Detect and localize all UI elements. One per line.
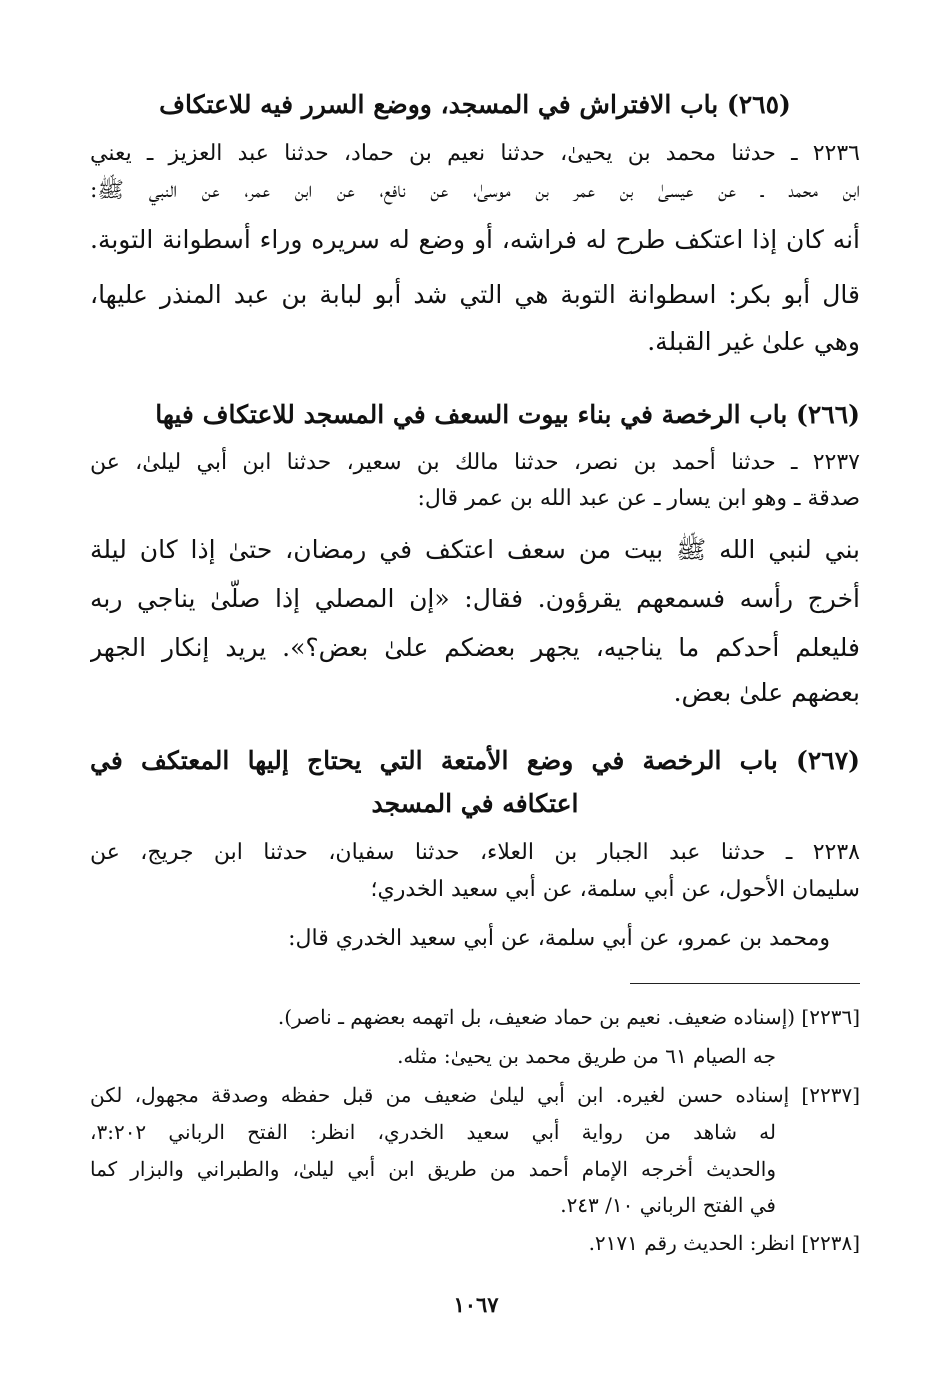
hadith-2237-text-line-3: فليعلم أحدكم ما يناجيه، يجهر بعضكم علىٰ بعض؟». يريد إنكار الجهر [90, 633, 860, 662]
chapter-heading-266: (٢٦٦) باب الرخصة في بناء بيوت السعف في المسجد للاعتكاف فيها [155, 400, 860, 429]
footnote-2237-line-4: في الفتح الرباني ١٠/ ٢٤٣. [560, 1193, 776, 1217]
hadith-2237-text-line-2: أخرج رأسه فسمعهم يقرؤون. فقال: «إن المصلي إذا صلّىٰ يناجي ربه [90, 584, 860, 613]
hadith-2236-isnad-line-2: ابن محمد ـ عن عيسىٰ بن عمر بن موسىٰ، عن نافع، عن ابن عمر، عن النبي ﷺ: [90, 178, 860, 203]
hadith-2236-comment-line-2: وهي علىٰ غير القبلة. [647, 327, 860, 356]
footnote-2237-line-3: والحديث أخرجه الإمام أحمد من طريق ابن أبي ليلىٰ، والطبراني والبزار كما [90, 1157, 776, 1181]
footnote-2236-line-2: جه الصيام ٦١ من طريق محمد بن يحيىٰ: مثله. [397, 1044, 776, 1068]
hadith-2236-comment-line-1: قال أبو بكر: اسطوانة التوبة هي التي شد أبو لبابة بن عبد المنذر عليها، [90, 280, 860, 309]
footnote-2238-line-1: [٢٢٣٨] انظر: الحديث رقم ٢١٧١. [588, 1231, 860, 1255]
hadith-2236-isnad-line-1: ٢٢٣٦ ـ حدثنا محمد بن يحيىٰ، حدثنا نعيم بن حماد، حدثنا عبد العزيز ـ يعني [90, 141, 860, 166]
hadith-2237-isnad-line-1: ٢٢٣٧ ـ حدثنا أحمد بن نصر، حدثنا مالك بن سعير، حدثنا ابن أبي ليلىٰ، عن [90, 450, 860, 475]
footnote-2237-line-1: [٢٢٣٧] إسناده حسن لغيره. ابن أبي ليلىٰ ضعيف من قبل حفظه وصدقة مجهول، لكن [90, 1083, 860, 1107]
page-number: ١٠٦٧ [453, 1292, 499, 1317]
hadith-2238-isnad-line-1: ٢٢٣٨ ـ حدثنا عبد الجبار بن العلاء، حدثنا سفيان، حدثنا ابن جريج، عن [90, 840, 860, 865]
footnote-2236-line-1: [٢٢٣٦] (إسناده ضعيف. نعيم بن حماد ضعيف، بل اتهمه بعضهم ـ ناصر). [277, 1005, 860, 1029]
hadith-2237-text-line-4: بعضهم علىٰ بعض. [673, 678, 860, 707]
chapter-heading-267-line-2: اعتكافه في المسجد [371, 789, 579, 818]
chapter-heading-265: (٢٦٥) باب الافتراش في المسجد، ووضع السرر فيه للاعتكاف [159, 90, 791, 119]
hadith-2237-text-line-1: بني لنبي الله ﷺ بيت من سعف اعتكف في رمضان، حتىٰ إذا كان ليلة [90, 535, 860, 564]
hadith-2238-isnad-line-3: ومحمد بن عمرو، عن أبي سلمة، عن أبي سعيد الخدري قال: [288, 926, 830, 951]
chapter-heading-267-line-1: (٢٦٧) باب الرخصة في وضع الأمتعة التي يحتاج إليها المعتكف في [90, 746, 860, 775]
hadith-2236-text-line-1: أنه كان إذا اعتكف طرح له فراشه، أو وضع له سريره وراء أسطوانة التوبة. [90, 225, 860, 254]
hadith-2237-isnad-line-2: صدقة ـ وهو ابن يسار ـ عن عبد الله بن عمر قال: [417, 486, 860, 511]
footnote-2237-line-2: له شاهد من رواية أبي سعيد الخدري، انظر: الفتح الرباني ٣:٢٠٢، [90, 1120, 776, 1144]
hadith-2238-isnad-line-2: سليمان الأحول، عن أبي سلمة، عن أبي سعيد الخدري؛ [370, 877, 860, 902]
footnote-separator [630, 983, 860, 984]
